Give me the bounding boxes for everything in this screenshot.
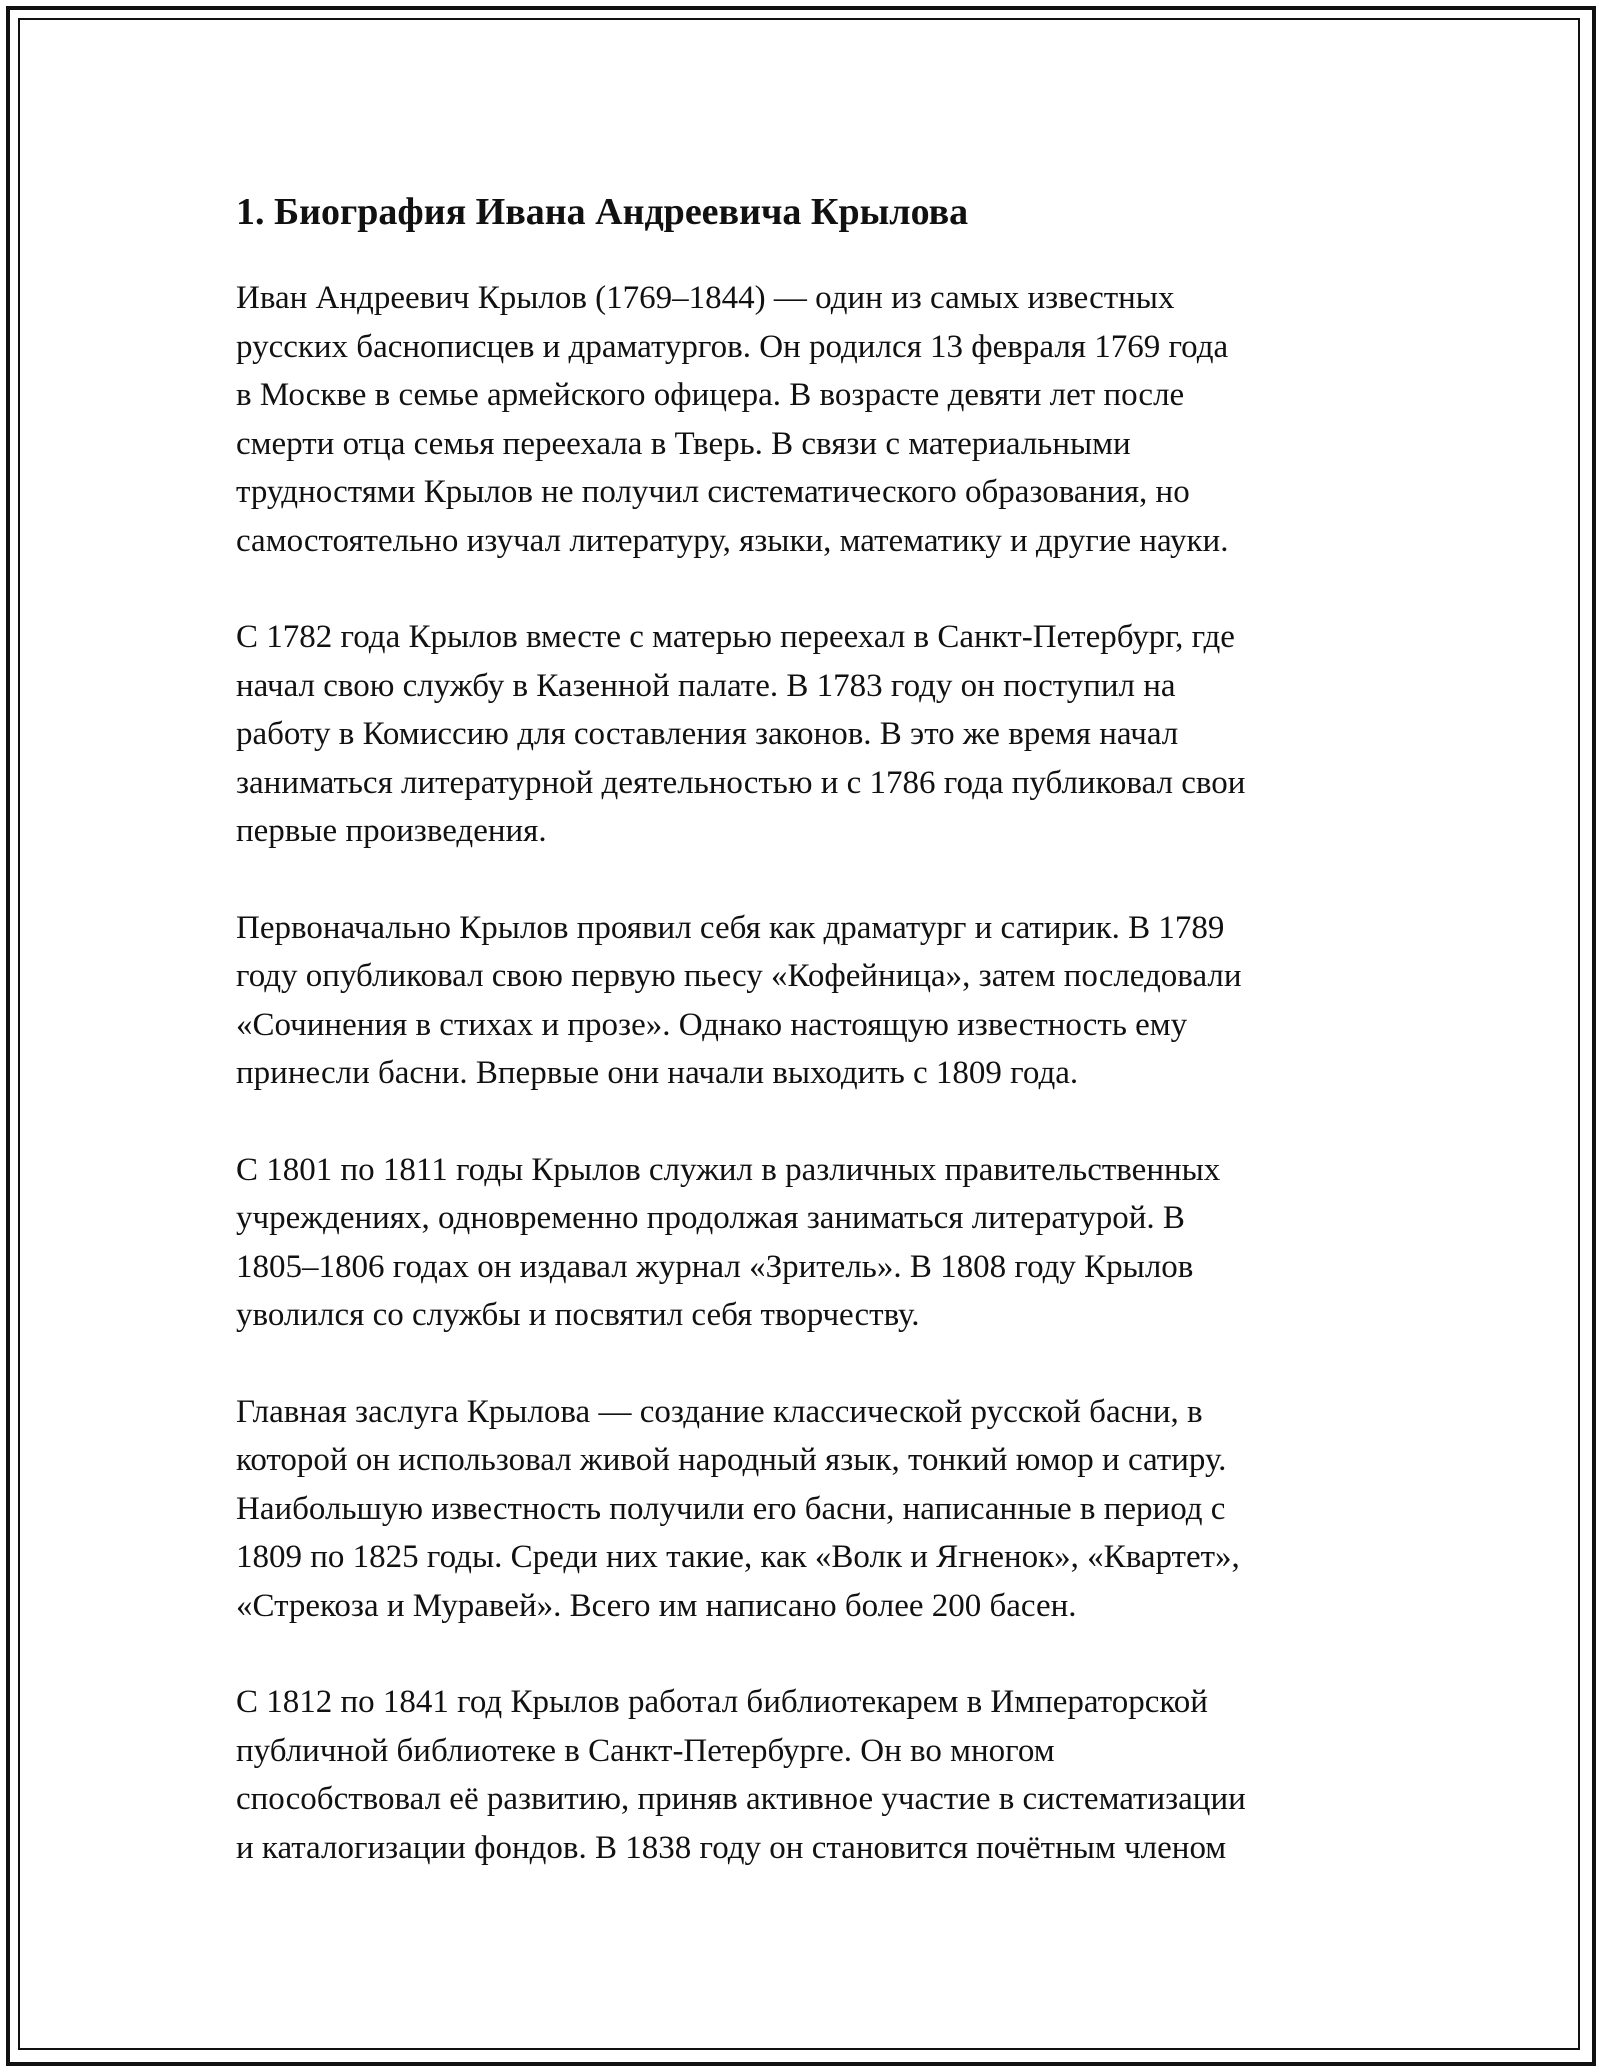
text-line: «Сочинения в стихах и прозе». Однако настоящую известность ему	[236, 1006, 1188, 1043]
paragraph-dramaturgy	[236, 904, 1376, 1098]
paragraph-government-service	[236, 1146, 1376, 1340]
text-line: Наибольшую известность получили его басни, написанные в период с	[236, 1490, 1226, 1527]
text-line: С 1782 года Крылов вместе с матерью переехал в Санкт-Петербург, где	[236, 619, 1235, 655]
text-line: публичной библиотеке в Санкт-Петербурге. Он во многом	[236, 1732, 1055, 1769]
text-line: «Стрекоза и Муравей». Всего им написано более 200 басен.	[236, 1587, 1077, 1624]
text-line: и каталогизации фондов. В 1838 году он становится почётным членом	[236, 1829, 1227, 1866]
text-line: С 1812 по 1841 год Крылов работал библиотекарем в Императорской	[236, 1684, 1208, 1720]
paragraph-early-life	[236, 274, 1376, 565]
text-line: учреждениях, одновременно продолжая заниматься литературой. В	[236, 1200, 1185, 1236]
text-line: начал свою службу в Казенной палате. В 1783 году он поступил на	[236, 667, 1176, 704]
paragraph-fables	[236, 1388, 1376, 1631]
text-line: 1809 по 1825 годы. Среди них такие, как «Волк и Ягненок», «Квартет»,	[236, 1539, 1240, 1575]
text-line: уволился со службы и посвятил себя творчеству.	[236, 1297, 920, 1333]
text-line: Первоначально Крылов проявил себя как драматург и сатирик. В 1789	[236, 909, 1225, 946]
text-line: смерти отца семья переехала в Тверь. В связи с материальными	[236, 425, 1131, 462]
text-line: заниматься литературной деятельностью и с 1786 года публиковал свои	[236, 764, 1246, 801]
text-line: русских баснописцев и драматургов. Он родился 13 февраля 1769 года	[236, 328, 1229, 365]
text-line: в Москве в семье армейского офицера. В возрасте девяти лет после	[236, 377, 1185, 413]
text-line: 1805–1806 годах он издавал журнал «Зритель». В 1808 году Крылов	[236, 1248, 1194, 1285]
document-page	[236, 180, 1376, 1920]
paragraph-petersburg-service	[236, 613, 1376, 856]
text-line: способствовал её развитию, приняв активное участие в систематизации	[236, 1781, 1246, 1817]
text-line: первые произведения.	[236, 813, 547, 849]
paragraph-library	[236, 1678, 1376, 1872]
text-line: Главная заслуга Крылова — создание классической русской басни, в	[236, 1393, 1203, 1430]
section-heading: 1. Биография Ивана Андреевича Крылова	[236, 191, 969, 233]
text-line: С 1801 по 1811 годы Крылов служил в различных правительственных	[236, 1151, 1221, 1188]
text-line: работу в Комиссию для составления законов. В это же время начал	[236, 716, 1179, 752]
text-line: году опубликовал свою первую пьесу «Кофейница», затем последовали	[236, 958, 1242, 994]
text-line: самостоятельно изучал литературу, языки, математику и другие науки.	[236, 522, 1229, 559]
text-line: трудностями Крылов не получил систематического образования, но	[236, 474, 1190, 510]
text-line: которой он использовал живой народный язык, тонкий юмор и сатиру.	[236, 1442, 1227, 1478]
text-line: принесли басни. Впервые они начали выходить с 1809 года.	[236, 1055, 1079, 1091]
text-line: Иван Андреевич Крылов (1769–1844) — один из самых известных	[236, 280, 1175, 316]
